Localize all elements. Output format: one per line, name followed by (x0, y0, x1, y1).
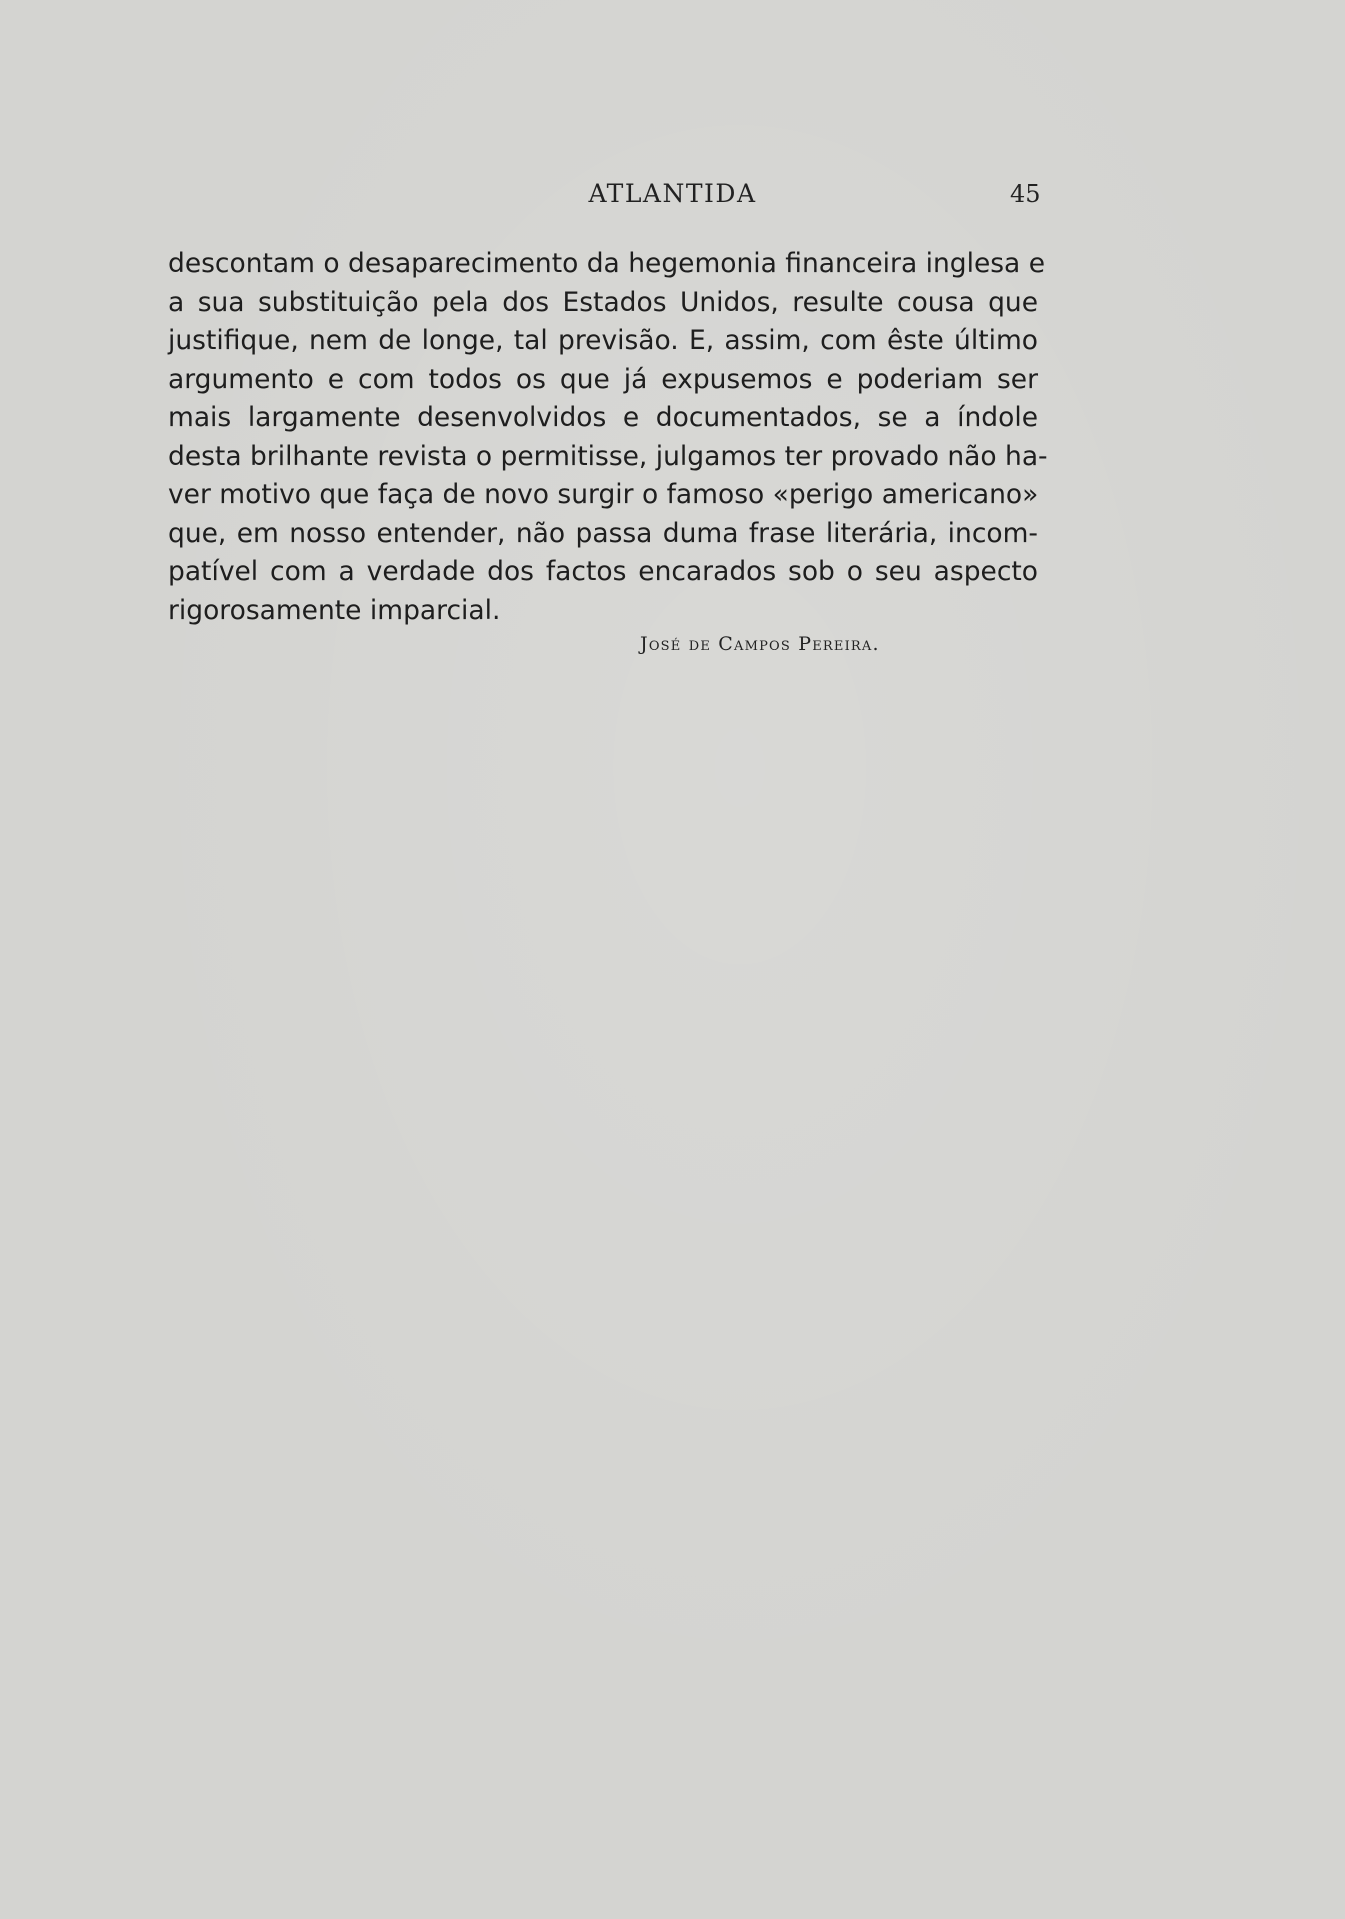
text-line: mais largamente desenvolvidos e documentados, se a índole (168, 402, 1038, 433)
author-signature: José de Campos Pereira. (640, 633, 880, 655)
text-line: descontam o desaparecimento da hegemonia financeira inglesa e (168, 248, 1046, 279)
page-number: 45 (1010, 180, 1041, 208)
text-line: ver motivo que faça de novo surgir o famoso «perigo americano» (168, 479, 1039, 510)
text-line: argumento e com todos os que já expusemos e poderiam ser (168, 363, 1038, 395)
text-line: que, em nosso entender, não passa duma frase literária, incom- (168, 517, 1038, 549)
text-line: a sua substituição pela dos Estados Unidos, resulte cousa que (168, 286, 1038, 318)
running-title: ATLANTIDA (588, 179, 757, 208)
text-line: justifique, nem de longe, tal previsão. E, assim, com êste último (168, 325, 1038, 356)
text-line: patível com a verdade dos factos encarados sob o seu aspecto (168, 556, 1038, 587)
running-head (0, 176, 1345, 212)
body-text (168, 245, 1048, 630)
text-line: rigorosamente imparcial. (168, 594, 501, 626)
text-line: desta brilhante revista o permitisse, julgamos ter provado não ha- (168, 440, 1048, 472)
